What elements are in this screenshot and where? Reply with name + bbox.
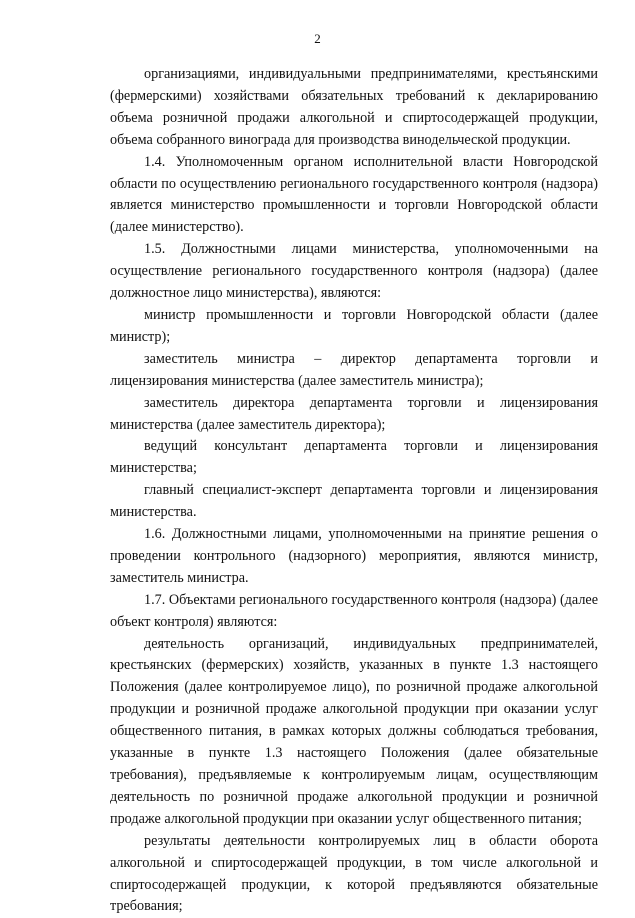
paragraph-1-7: 1.7. Объектами регионального государственного контроля (надзора) (далее объект контроля) являются:: [110, 591, 598, 630]
list-item-leading-consultant: ведущий консультант департамента торговли и лицензирования министерства;: [110, 438, 598, 477]
list-item-chief-specialist: главный специалист-эксперт департамента торговли и лицензирования министерства.: [110, 482, 598, 521]
paragraph-continuation: организациями, индивидуальными предпринимателями, крестьянскими (фермерскими) хозяйствами обязательных требований к декларированию объема розничной продажи алкогольной и спиртосодержащей продукции, объема собранного винограда для производства винодельческой продукции.: [110, 66, 598, 148]
list-item-deputy-minister: заместитель министра – директор департамента торговли и лицензирования министерства (далее заместитель министра);: [110, 350, 598, 389]
paragraph-1-4: 1.4. Уполномоченным органом исполнительной власти Новгородской области по осуществлению регионального государственного контроля (надзора) является министерство промышленности и торговли Новгородской области (далее министерство).: [110, 153, 598, 236]
list-item-results: результаты деятельности контролируемых лиц в области оборота алкогольной и спиртосодержащей продукции, в том числе алкогольной и спиртосодержащей продукции, к которой предъявляются обязательные требования;: [110, 832, 598, 915]
paragraph-1-6: 1.6. Должностными лицами, уполномоченными на принятие решения о проведении контрольного (надзорного) мероприятия, являются министр, заместитель министра.: [110, 526, 598, 586]
document-body: [110, 64, 598, 918]
list-item-deputy-director: заместитель директора департамента торговли и лицензирования министерства (далее заместитель директора);: [110, 394, 598, 433]
list-item-minister: министр промышленности и торговли Новгородской области (далее министр);: [110, 306, 598, 345]
page-number: 2: [314, 31, 321, 46]
paragraph-1-5: 1.5. Должностными лицами министерства, уполномоченными на осуществление регионального государственного контроля (надзора) (далее должностное лицо министерства), являются:: [110, 241, 598, 302]
list-item-activity: деятельность организаций, индивидуальных предпринимателей, крестьянских (фермерских) хозяйств, указанных в пункте 1.3 настоящего Положения (далее контролируемое лицо), по розничной продаже алкогольной продукции и розничной продаже алкогольной продукции при оказании услуг общественного питания, в рамках которых должны соблюдаться требования, указанные в пункте 1.3 настоящего Положения (далее обязательные требования), предъявляемые к контролируемым лицам, осуществляющим деятельность по розничной продаже алкогольной продукции и розничной продаже алкогольной продукции при оказании услуг общественного питания;: [110, 635, 598, 827]
